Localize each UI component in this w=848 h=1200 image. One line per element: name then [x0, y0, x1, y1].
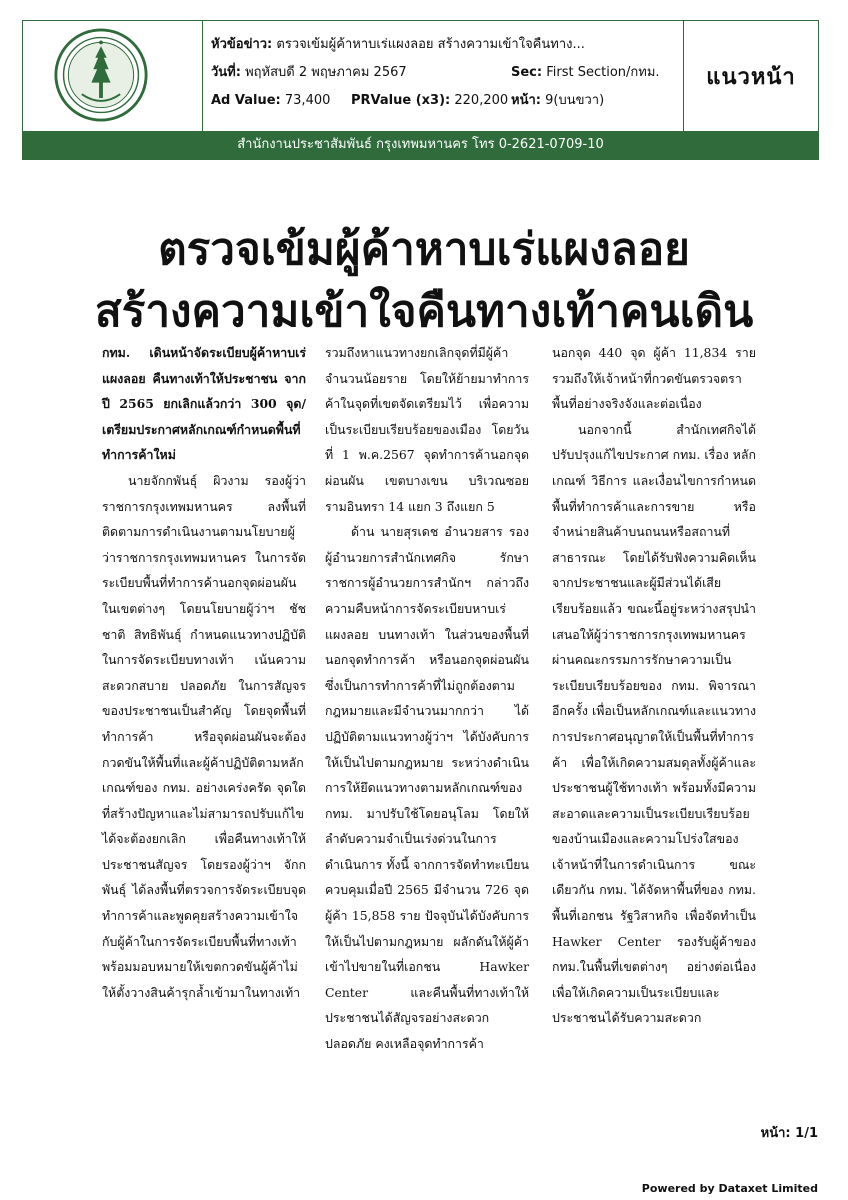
date-row — [211, 59, 691, 87]
pr-value: 220,200 — [454, 93, 509, 108]
page-value: 9(บนขวา) — [545, 93, 605, 108]
page-field — [511, 87, 604, 115]
headline-value: ตรวจเข้มผู้ค้าหาบเร่แผงลอย สร้างความเข้าใจคืนทาง... — [276, 37, 585, 52]
article-column-3 — [552, 340, 756, 1031]
logo-box — [23, 21, 203, 131]
article-paragraph: นอกจากนี้ สำนักเทศกิจได้ปรับปรุงแก้ไขประกาศ กทม. เรื่อง หลักเกณฑ์ วิธีการ และเงื่อนไขการกำหนดพื้นที่ทำการค้าและการขาย หรือจำหน่ายสินค้าบนถนนหรือสถานที่สาธารณะ โดยได้รับฟังความคิดเห็นจากประชาชนและผู้มีส่วนได้เสียเรียบร้อยแล้ว ขณะนี้อยู่ระหว่างสรุปนำเสนอให้ผู้ว่าราชการกรุงเทพมหานครผ่านคณะกรรมการรักษาความเป็นระเบียบเรียบร้อยของ กทม. พิจารณาอีกครั้ง เพื่อเป็นหลักเกณฑ์และแนวทางการประกาศอนุญาตให้เป็นพื้นที่ทำการค้า เพื่อให้เกิดความสมดุลทั้งผู้ค้าและประชาชนผู้ใช้ทางเท้า พร้อมทั้งมีความสะอาดและความเป็นระเบียบเรียบร้อยของบ้านเมืองและความโปร่งใสของเจ้าหน้าที่ในการดำเนินการ ขณะเดียวกัน กทม. ได้จัดหาพื้นที่ของ กทม. พื้นที่เอกชน รัฐวิสาหกิจ เพื่อจัดทำเป็น Hawker Center รองรับผู้ค้าของ กทม.ในพื้นที่เขตต่างๆ อย่างต่อเนื่อง เพื่อให้เกิดความเป็นระเบียบและประชาชนได้รับความสะดวก — [552, 421, 756, 1026]
bangkok-seal-logo — [53, 27, 149, 123]
sec-label: Sec: — [511, 65, 543, 80]
article-paragraph: รวมถึงหาแนวทางยกเลิกจุดที่มีผู้ค้าจำนวนน้อยราย โดยให้ย้ายมาทำการค้าในจุดที่เขตจัดเตรียมไว้ เพื่อความเป็นระเบียบเรียบร้อยของเมือง โดยวันที่ 1 พ.ค.2567 จุดทำการค้านอกจุดผ่อนผัน เขตบางเขน บริเวณซอยรามอินทรา 14 แยก 3 ถึงแยก 5 — [325, 345, 529, 514]
newspaper-name: แนวหน้า — [683, 21, 818, 131]
article-paragraph: นายจักกพันธุ์ ผิวงาม รองผู้ว่าราชการกรุงเทพมหานคร ลงพื้นที่ติดตามการดำเนินงานตามนโยบายผู้ว่าราชการกรุงเทพมหานคร ในการจัดระเบียบพื้นที่ทำการค้านอกจุดผ่อนผันในเขตต่างๆ โดยนโยบายผู้ว่าฯ ชัชชาติ สิทธิพันธุ์ กำหนดแนวทางปฏิบัติในการจัดระเบียบทางเท้า เน้นความสะดวกสบาย ปลอดภัย ในการสัญจรของประชาชนเป็นสำคัญ โดยจุดพื้นที่ทำการค้า หรือจุดผ่อนผันจะต้องกวดขันให้พื้นที่และผู้ค้าปฏิบัติตามหลักเกณฑ์ของ กทม. อย่างเคร่งครัด จุดใดที่สร้างปัญหาและไม่สามารถปรับแก้ไขได้จะต้องยกเลิก เพื่อคืนทางเท้าให้ประชาชนสัญจร โดยรองผู้ว่าฯ จักกพันธุ์ ได้ลงพื้นที่ตรวจการจัดระเบียบจุดทำการค้าและพูดคุยสร้างความเข้าใจกับผู้ค้าในการจัดระเบียบพื้นที่ทางเท้า พร้อมมอบหมายให้เขตกวดขันผู้ค้าไม่ให้ตั้งวางสินค้ารุกล้ำเข้ามาในทางเท้า — [102, 472, 306, 1000]
headline-row — [211, 31, 691, 59]
article-paragraph: นอกจุด 440 จุด ผู้ค้า 11,834 ราย รวมถึงให้เจ้าหน้าที่กวดขันตรวจตราพื้นที่อย่างจริงจังและต่อเนื่อง — [552, 345, 756, 412]
pr-value-field — [351, 87, 508, 115]
page-label: หน้า: — [511, 93, 541, 108]
sec-field — [511, 59, 660, 87]
headline-label: หัวข้อข่าว: — [211, 37, 273, 52]
pr-value-label: PRValue (x3): — [351, 93, 451, 108]
agency-bar: สำนักงานประชาสัมพันธ์ กรุงเทพมหานคร โทร 0-2621-0709-10 — [23, 131, 818, 159]
article-column-1 — [102, 340, 306, 1005]
ad-value-label: Ad Value: — [211, 93, 281, 108]
article-paragraph: ด้าน นายสุรเดช อำนวยสาร รองผู้อำนวยการสำนักเทศกิจ รักษาราชการผู้อำนวยการสำนักฯ กล่าวถึงความคืบหน้าการจัดระเบียบหาบเร่แผงลอย บนทางเท้า ในส่วนของพื้นที่นอกจุดทำการค้า หรือนอกจุดผ่อนผัน ซึ่งเป็นการทำการค้าที่ไม่ถูกต้องตามกฎหมายและมีจำนวนมากกว่า ได้ปฏิบัติตามแนวทางผู้ว่าฯ ได้บังคับการให้เป็นไปตามกฎหมาย ระหว่างดำเนินการให้ยึดแนวทางตามหลักเกณฑ์ของ กทม. มาปรับใช้โดยอนุโลม โดยให้ลำดับความจำเป็นเร่งด่วนในการดำเนินการ ทั้งนี้ จากการจัดทำทะเบียนควบคุมเมื่อปี 2565 มีจำนวน 726 จุด ผู้ค้า 15,858 ราย ปัจจุบันได้บังคับการให้เป็นไปตามกฎหมาย ผลักดันให้ผู้ค้าเข้าไปขายในที่เอกชน Hawker Center และคืนพื้นที่ทางเท้าให้ประชาชนได้สัญจรอย่างสะดวก ปลอดภัย คงเหลือจุดทำการค้า — [325, 524, 529, 1052]
article-title-line2: สร้างความเข้าใจคืนทางเท้าคนเดิน — [94, 286, 754, 337]
article-lead: กทม. เดินหน้าจัดระเบียบผู้ค้าหาบเร่แผงลอย คืนทางเท้าให้ประชาชน จากปี 2565 ยกเลิกแล้วกว่า 300 จุด/เตรียมประกาศหลักเกณฑ์กำหนดพื้นที่ทำการค้าใหม่ — [102, 345, 306, 463]
page-count: หน้า: 1/1 — [760, 1126, 818, 1141]
clipping-meta — [211, 31, 691, 115]
article-column-2 — [325, 340, 529, 1057]
value-row — [211, 87, 691, 115]
ad-value: 73,400 — [284, 93, 331, 108]
date-value: พฤหัสบดี 2 พฤษภาคม 2567 — [245, 65, 407, 80]
date-label: วันที่: — [211, 65, 241, 80]
clipping-header — [22, 20, 819, 160]
article-title-line1: ตรวจเข้มผู้ค้าหาบเร่แผงลอย — [158, 224, 690, 275]
powered-by: Powered by Dataxet Limited — [641, 1182, 818, 1195]
sec-value: First Section/กทม. — [546, 65, 660, 80]
